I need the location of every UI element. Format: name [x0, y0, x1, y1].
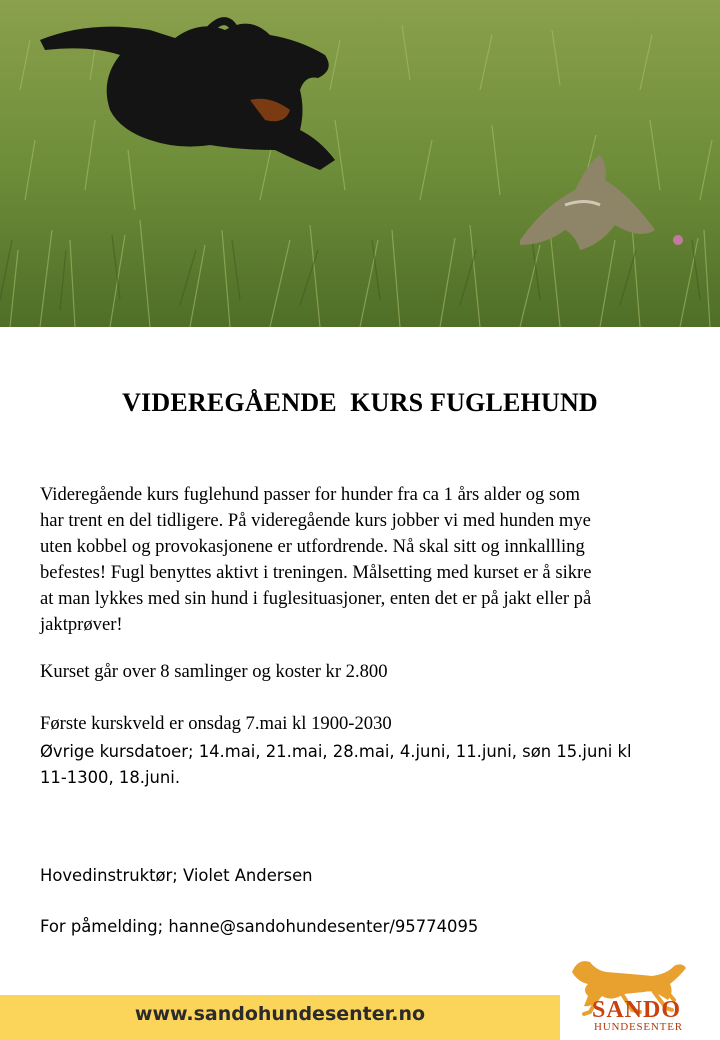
logo-name: SANDO: [592, 997, 682, 1023]
hero-photo: [0, 0, 720, 327]
other-dates-line: 11-1300, 18.juni.: [40, 768, 181, 787]
dog-and-bird-in-grass-photo: [0, 0, 720, 327]
course-description: [40, 482, 680, 638]
page-title: VIDEREGÅENDE KURS FUGLEHUND: [122, 388, 598, 417]
description-line: at man lykkes med sin hund i fuglesituasjoner, enten det er på jakt eller på: [40, 588, 592, 609]
description-line: jaktprøver!: [40, 614, 123, 635]
other-dates-line: Øvrige kursdatoer; 14.mai, 21.mai, 28.mai, 4.juni, 11.juni, søn 15.juni kl: [40, 742, 632, 761]
signup-info[interactable]: For påmelding; hanne@sandohundesenter/95774095: [40, 917, 479, 936]
first-session: Første kurskveld er onsdag 7.mai kl 1900-2030: [40, 713, 392, 734]
description-line: uten kobbel og provokasjonene er utfordrende. Nå skal sitt og innkallling: [40, 536, 585, 557]
description-line: har trent en del tidligere. På videregående kurs jobber vi med hunden mye: [40, 510, 591, 531]
logo-subtitle: HUNDESENTER: [594, 1021, 683, 1033]
other-dates: [40, 739, 690, 791]
footer-url-link[interactable]: www.sandohundesenter.no: [134, 1003, 426, 1025]
description-line: Videregående kurs fuglehund passer for hunder fra ca 1 års alder og som: [40, 484, 580, 505]
instructor-info: Hovedinstruktør; Violet Andersen: [40, 866, 313, 885]
price-info: Kurset går over 8 samlinger og koster kr 2.800: [40, 661, 388, 682]
description-line: befestes! Fugl benyttes aktivt i treningen. Målsetting med kurset er å sikre: [40, 562, 592, 583]
